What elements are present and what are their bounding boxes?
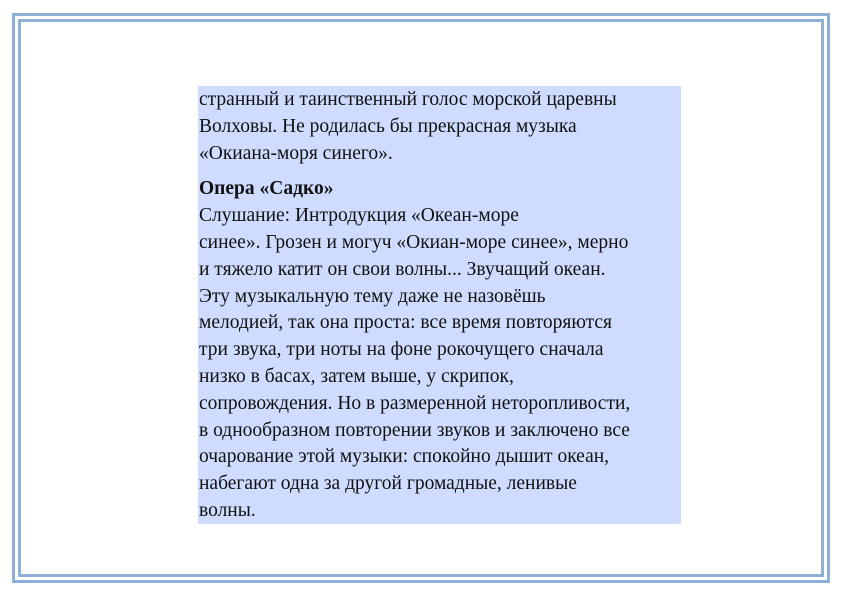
- section-line: в однообразном повторении звуков и заключено все: [199, 419, 630, 441]
- section-line: очарование этой музыки: спокойно дышит океан,: [199, 446, 610, 468]
- section-line: Эту музыкальную тему даже не назовёшь: [199, 285, 546, 307]
- paragraph-line: странный и таинственный голос морской царевны: [199, 89, 617, 110]
- paragraph-gap: [199, 167, 681, 176]
- section-heading: Опера «Садко»: [199, 178, 334, 200]
- paragraph-line: Волховы. Не родилась бы прекрасная музыка: [199, 115, 577, 137]
- section-line: набегают одна за другой громадные, ленивые: [199, 473, 577, 495]
- section-line: и тяжело катит он свои волны... Звучащий океан.: [199, 258, 606, 280]
- section-line: Слушание: Интродукция «Океан-море: [199, 205, 519, 227]
- section-line: мелодией, так она проста: все время повторяются: [199, 312, 613, 334]
- section-line: сопровождения. Но в размеренной неторопливости,: [199, 392, 631, 414]
- section-line: синее». Грозен и могуч «Окиан-море синее», мерно: [199, 231, 629, 253]
- section-line: три звука, три ноты на фоне рокочущего сначала: [199, 339, 604, 361]
- highlighted-text-block: [198, 86, 681, 524]
- section-line: волны.: [199, 499, 256, 521]
- paragraph-line: «Окиана-моря синего».: [199, 142, 393, 164]
- section-line: низко в басах, затем выше, у скрипок,: [199, 365, 514, 387]
